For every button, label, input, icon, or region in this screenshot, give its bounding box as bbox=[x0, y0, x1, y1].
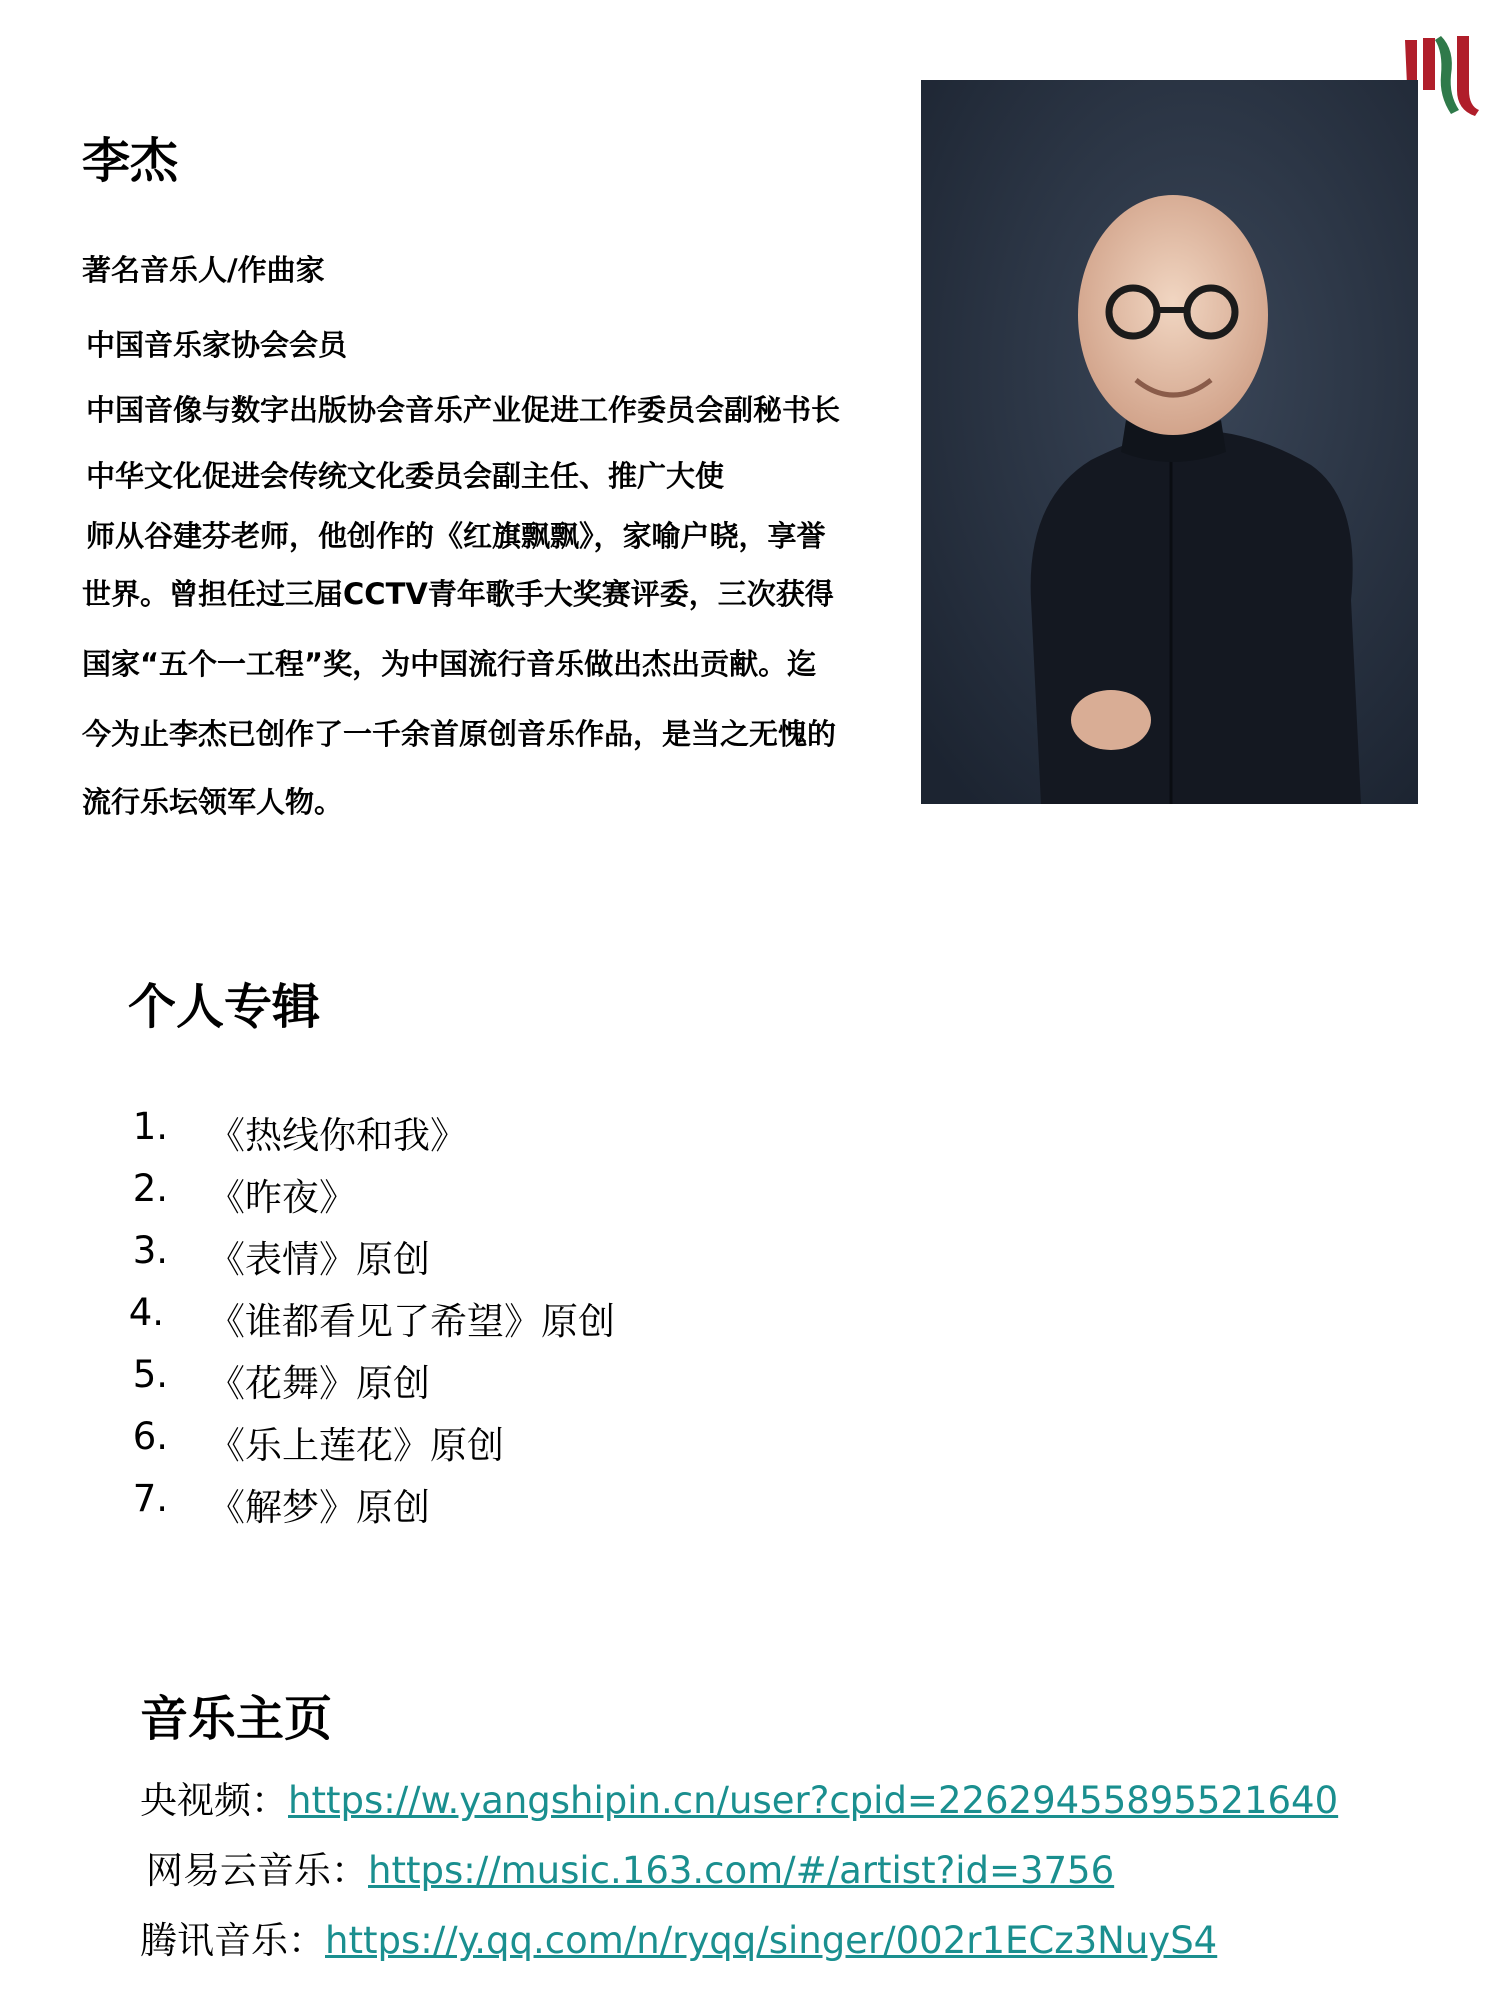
link-row-yangshipin bbox=[140, 1770, 1338, 1824]
bio-line: 中国音乐家协会会员 bbox=[86, 328, 348, 362]
link-label: 腾讯音乐： bbox=[140, 1919, 325, 1962]
link-row-netease bbox=[146, 1840, 1114, 1894]
bio-line: 师从谷建芬老师，他创作的《红旗飘飘》，家喻户晓，享誉 bbox=[86, 519, 826, 553]
person-title: 著名音乐人/作曲家 bbox=[82, 253, 325, 287]
bio-line: 今为止李杰已创作了一千余首原创音乐作品，是当之无愧的 bbox=[82, 717, 837, 751]
yangshipin-link[interactable]: https://w.yangshipin.cn/user?cpid=22629455895521640 bbox=[288, 1779, 1339, 1822]
album-title: 《昨夜》 bbox=[208, 1176, 356, 1219]
bio-line: 世界。曾担任过三届CCTV青年歌手大奖赛评委，三次获得 bbox=[82, 577, 834, 611]
netease-music-link[interactable]: https://music.163.com/#/artist?id=3756 bbox=[368, 1849, 1115, 1892]
bio-line: 国家“五个一工程”奖，为中国流行音乐做出杰出贡献。迄 bbox=[82, 647, 817, 681]
list-item-number: 4. bbox=[128, 1291, 164, 1334]
list-item-number: 1. bbox=[132, 1105, 168, 1148]
album-title: 《花舞》原创 bbox=[208, 1362, 430, 1405]
list-item-number: 2. bbox=[132, 1167, 168, 1210]
music-pages-heading: 音乐主页 bbox=[140, 1691, 333, 1747]
portrait-photo bbox=[921, 80, 1418, 804]
list-item-number: 5. bbox=[132, 1353, 168, 1396]
album-title: 《表情》原创 bbox=[208, 1238, 430, 1281]
bio-line: 中华文化促进会传统文化委员会副主任、推广大使 bbox=[86, 459, 725, 493]
bio-line: 中国音像与数字出版协会音乐产业促进工作委员会副秘书长 bbox=[86, 393, 841, 427]
list-item-number: 6. bbox=[132, 1415, 168, 1458]
list-item-number: 3. bbox=[132, 1229, 168, 1272]
qq-music-link[interactable]: https://y.qq.com/n/ryqq/singer/002r1ECz3NuyS4 bbox=[325, 1919, 1218, 1962]
album-title: 《谁都看见了希望》原创 bbox=[208, 1300, 615, 1343]
link-label: 网易云音乐： bbox=[146, 1849, 368, 1892]
album-title: 《解梦》原创 bbox=[208, 1486, 430, 1529]
bio-line: 流行乐坛领军人物。 bbox=[82, 785, 344, 819]
album-title: 《乐上莲花》原创 bbox=[208, 1424, 504, 1467]
link-row-qq bbox=[140, 1910, 1217, 1964]
link-label: 央视频： bbox=[140, 1779, 288, 1822]
list-item-number: 7. bbox=[132, 1477, 168, 1520]
person-name: 李杰 bbox=[82, 133, 179, 189]
album-title: 《热线你和我》 bbox=[208, 1114, 467, 1157]
albums-heading: 个人专辑 bbox=[128, 979, 321, 1035]
